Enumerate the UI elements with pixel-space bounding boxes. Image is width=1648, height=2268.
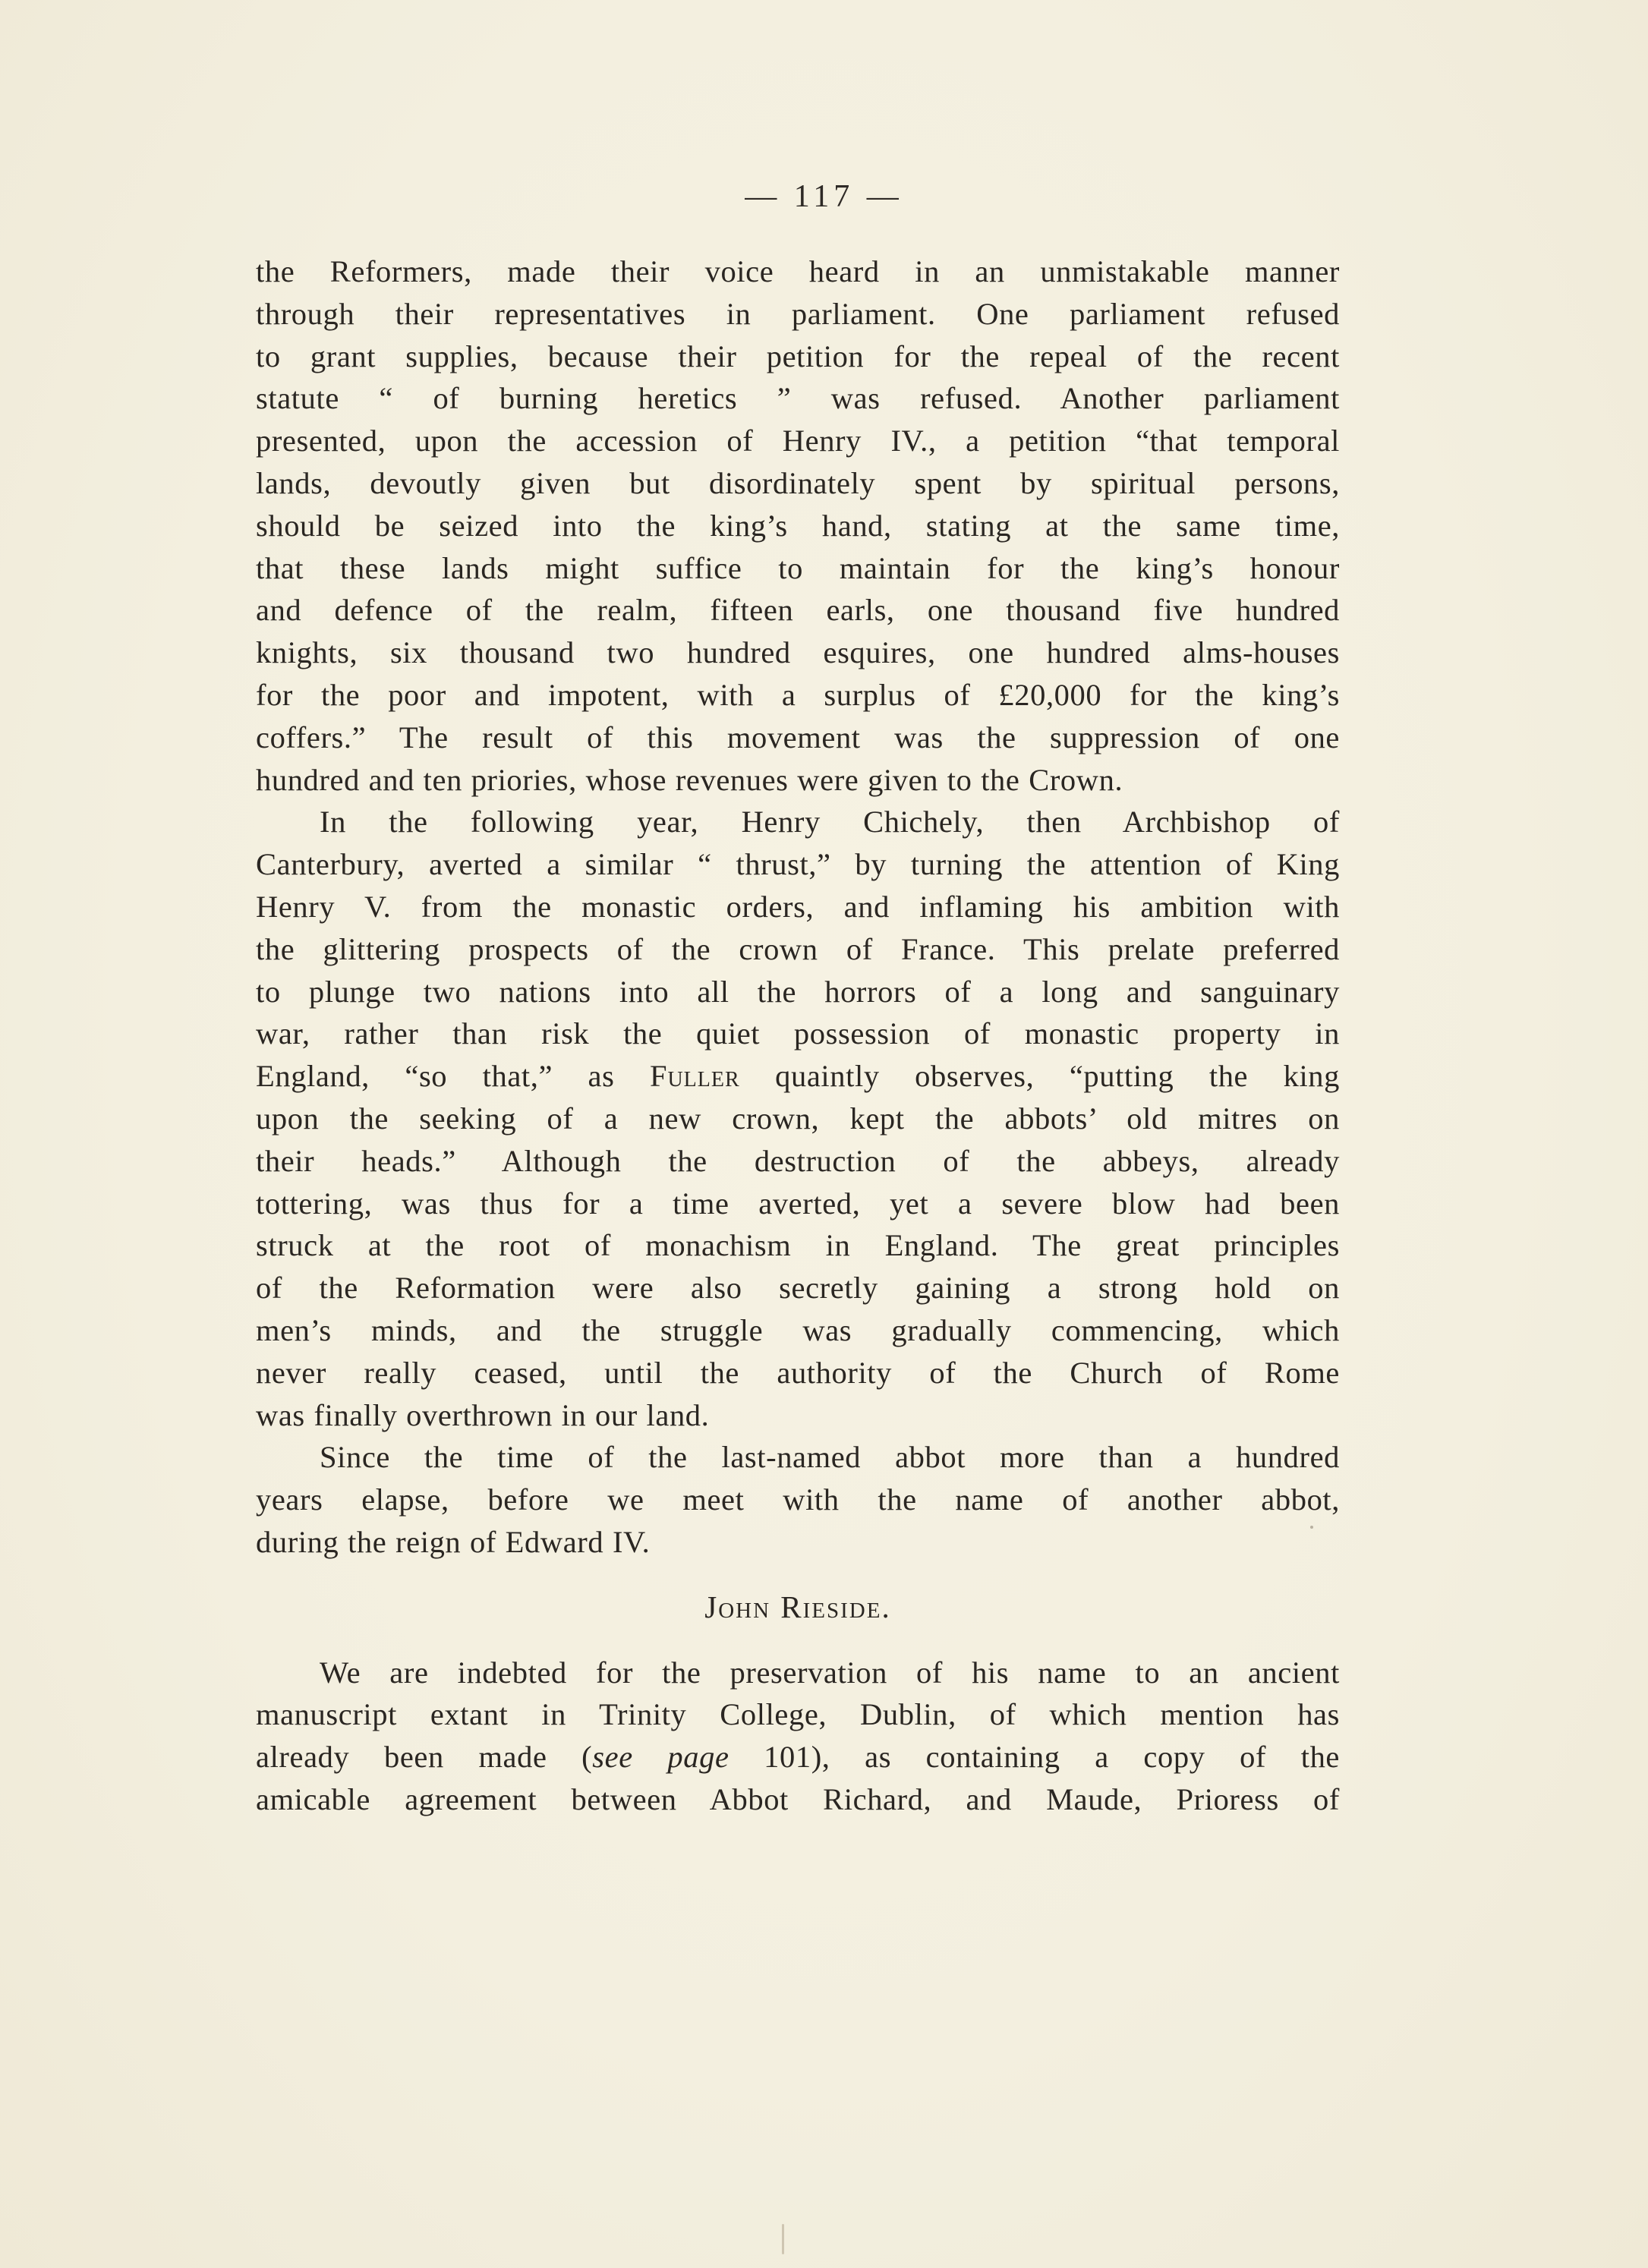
text-line: upon the seeking of a new crown, kept the abbots’ old mitres on [256,1101,1340,1136]
text-line: Henry V. from the monastic orders, and inflaming his ambition with [256,889,1340,924]
text-line: for the poor and impotent, with a surplus of £20,000 for the king’s [256,677,1340,712]
text-line: to grant supplies, because their petition for the repeal of the recent [256,339,1340,373]
text-line: coffers.” The result of this movement was the suppression of one [256,720,1340,754]
text-line: never really ceased, until the authority of the Church of Rome [256,1355,1340,1390]
paper-speck [782,2224,784,2254]
text-line: during the reign of Edward IV. [256,1524,651,1559]
text-line: of the Reformation were also secretly gaining a strong hold on [256,1271,1340,1306]
text-line: men’s minds, and the struggle was gradually commencing, which [256,1312,1340,1347]
text-line: Canterbury, averted a similar “ thrust,” by turning the attention of King [256,847,1340,882]
text-line: through their representatives in parliament. One parliament refused [256,296,1340,331]
paragraph-2 [256,801,1340,1436]
section-heading: John Rieside. [704,1589,891,1624]
text-line: amicable agreement between Abbot Richard, and Maude, Prioress of [256,1781,1340,1816]
text-line: should be seized into the king’s hand, stating at the same time, [256,508,1340,543]
text-segment: England, “so that,” as [256,1059,650,1094]
text-line: manuscript extant in Trinity College, Dublin, of which mention has [256,1697,1340,1732]
paragraph-1 [256,250,1340,801]
text-line: years elapse, before we meet with the name of another abbot, [256,1482,1340,1517]
text-line: hundred and ten priories, whose revenues were given to the Crown. [256,762,1123,797]
text-line: that these lands might suffice to maintain for the king’s honour [256,550,1340,585]
text-line [256,1736,1340,1778]
page-number: — 117 — [745,179,903,214]
text-line: war, rather than risk the quiet possession of monastic property in [256,1016,1340,1051]
text-line: lands, devoutly given but disordinately spent by spiritual persons, [256,465,1340,500]
text-line: to plunge two nations into all the horrors of a long and sanguinary [256,974,1340,1009]
text-line: their heads.” Although the destruction of the abbeys, already [256,1143,1340,1178]
text-segment: quaintly observes, “putting the king [739,1059,1341,1094]
text-line: knights, six thousand two hundred esquires, one hundred alms-houses [256,635,1340,670]
text-line: In the following year, Henry Chichely, then Archbishop of [320,805,1340,839]
text-line: was finally overthrown in our land. [256,1397,710,1432]
text-line: struck at the root of monachism in England. The great principles [256,1228,1340,1263]
text-line: and defence of the realm, fifteen earls, one thousand five hundred [256,593,1340,628]
text-line: tottering, was thus for a time averted, yet a severe blow had been [256,1186,1340,1221]
paragraph-4 [256,1652,1340,1821]
body-text [256,250,1340,1821]
text-line [256,1055,1340,1098]
text-line: statute “ of burning heretics ” was refused. Another parliament [256,381,1340,416]
author-name-fuller: Fuller [649,1059,740,1094]
text-line: the glittering prospects of the crown of France. This prelate preferred [256,931,1340,966]
cross-reference: see page [592,1740,729,1775]
paper-speck [1310,1526,1313,1529]
text-line: Since the time of the last-named abbot more than a hundred [320,1440,1340,1475]
text-segment: already been made ( [256,1740,593,1775]
paragraph-3 [256,1436,1340,1563]
text-segment: 101), as containing a copy of the [729,1740,1341,1775]
text-line: We are indebted for the preservation of his name to an ancient [320,1655,1340,1690]
text-line: presented, upon the accession of Henry IV., a petition “that temporal [256,424,1340,458]
text-line: the Reformers, made their voice heard in an unmistakable manner [256,254,1340,288]
